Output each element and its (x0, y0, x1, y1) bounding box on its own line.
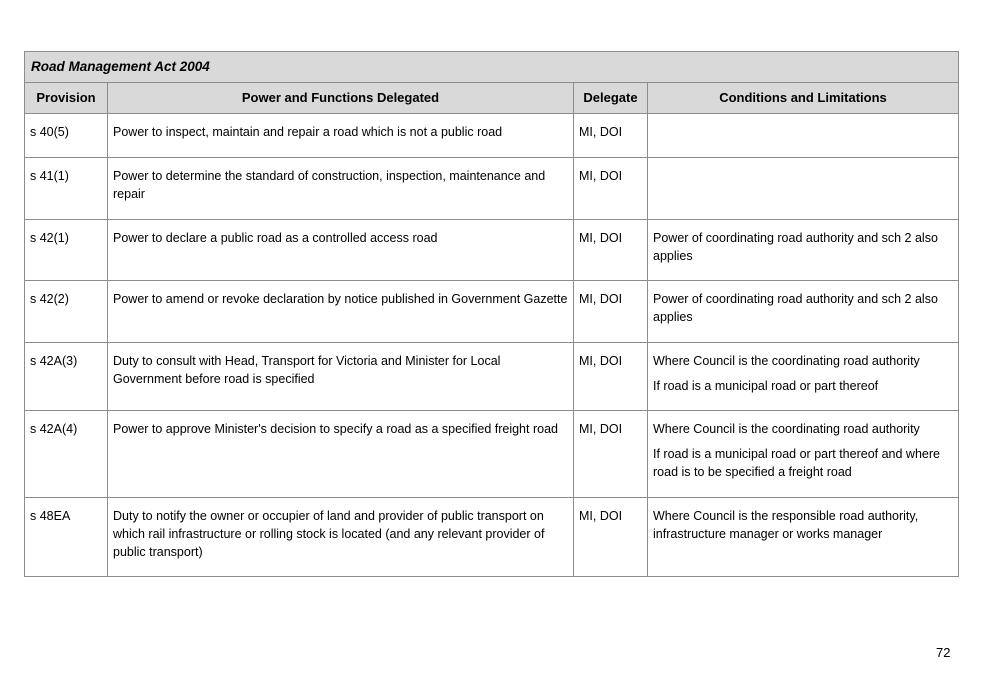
condition-text: If road is a municipal road or part thereof (653, 379, 879, 393)
delegate-cell: MI, DOI (574, 343, 648, 411)
table-row (25, 114, 959, 158)
provision-cell: s 42(2) (25, 281, 108, 343)
table-row (25, 343, 959, 411)
table-row (25, 158, 959, 220)
conditions-cell (648, 498, 959, 577)
delegate-cell: MI, DOI (574, 498, 648, 577)
delegate-cell: MI, DOI (574, 114, 648, 158)
condition-text: Power of coordinating road authority and sch 2 also applies (653, 292, 938, 324)
act-title-row (25, 52, 959, 83)
provision-cell: s 42(1) (25, 220, 108, 281)
provision-cell: s 48EA (25, 498, 108, 577)
power-header: Power and Functions Delegated (108, 83, 574, 114)
condition-text: Where Council is the coordinating road authority (653, 422, 920, 436)
column-header-row (25, 83, 959, 114)
delegate-cell: MI, DOI (574, 411, 648, 498)
conditions-header: Conditions and Limitations (648, 83, 959, 114)
table-row (25, 498, 959, 577)
power-cell: Power to declare a public road as a controlled access road (108, 220, 574, 281)
power-cell: Power to amend or revoke declaration by notice published in Government Gazette (108, 281, 574, 343)
table-row (25, 411, 959, 498)
delegate-header: Delegate (574, 83, 648, 114)
power-cell: Power to determine the standard of construction, inspection, maintenance and repair (108, 158, 574, 220)
condition-text: If road is a municipal road or part thereof and where road is to be specified a freight road (653, 447, 940, 479)
provision-cell: s 41(1) (25, 158, 108, 220)
power-cell: Power to approve Minister's decision to specify a road as a specified freight road (108, 411, 574, 498)
conditions-cell (648, 220, 959, 281)
conditions-cell (648, 114, 959, 158)
act-title: Road Management Act 2004 (25, 52, 959, 83)
condition-text: Where Council is the responsible road authority, infrastructure manager or works manager (653, 509, 919, 541)
provision-cell: s 40(5) (25, 114, 108, 158)
delegate-cell: MI, DOI (574, 281, 648, 343)
conditions-cell (648, 281, 959, 343)
provision-cell: s 42A(4) (25, 411, 108, 498)
table-row (25, 220, 959, 281)
conditions-cell (648, 343, 959, 411)
delegation-table (24, 51, 959, 577)
page-number: 72 (936, 645, 951, 660)
power-cell: Duty to consult with Head, Transport for Victoria and Minister for Local Government before road is specified (108, 343, 574, 411)
conditions-cell (648, 411, 959, 498)
table-row (25, 281, 959, 343)
delegate-cell: MI, DOI (574, 158, 648, 220)
condition-text: Where Council is the coordinating road authority (653, 354, 920, 368)
power-cell: Power to inspect, maintain and repair a road which is not a public road (108, 114, 574, 158)
provision-cell: s 42A(3) (25, 343, 108, 411)
condition-text: Power of coordinating road authority and sch 2 also applies (653, 231, 938, 263)
delegate-cell: MI, DOI (574, 220, 648, 281)
provision-header: Provision (25, 83, 108, 114)
conditions-cell (648, 158, 959, 220)
power-cell: Duty to notify the owner or occupier of land and provider of public transport on which rail infrastructure or rolling stock is located (and any relevant provider of public transport) (108, 498, 574, 577)
